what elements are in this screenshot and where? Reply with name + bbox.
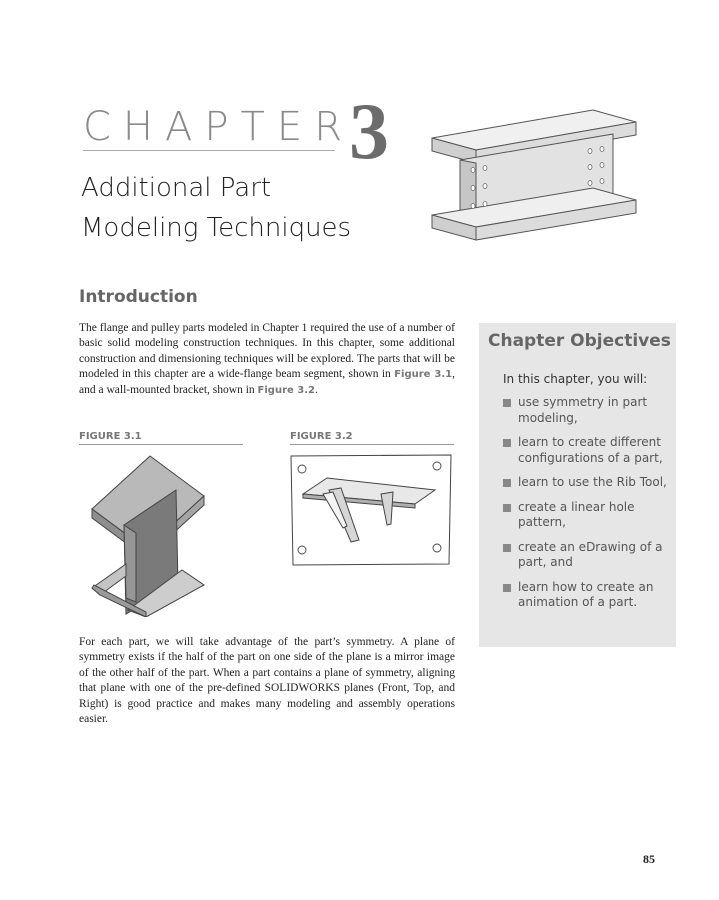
objectives-list xyxy=(503,395,673,620)
square-bullet-icon xyxy=(503,439,511,447)
objective-item: learn to use the Rib Tool, xyxy=(503,475,673,491)
square-bullet-icon xyxy=(503,399,511,407)
objective-item: create a linear hole pattern, xyxy=(503,500,673,531)
para1-text-b: , and a wall-mounted bracket, shown in xyxy=(79,368,456,396)
chapter-title-line2: Modeling Techniques xyxy=(81,213,352,243)
introduction-paragraph-2: For each part, we will take advantage of the part’s symmetry. A plane of symmetry exists if the half of the part on one side of the plane is a mirror image of the other half of the part. When a part contains a plane of symmetry, aligning that plane with one of the pre-defined SOLIDWORKS planes (Front, Top, and Right) is good practice and makes many modeling and assembly operations easier. xyxy=(79,636,455,726)
figure-3-1-beam-image xyxy=(86,452,226,617)
figure-3-2-reference[interactable]: Figure 3.2 xyxy=(257,384,315,396)
chapter-number: 3 xyxy=(349,88,389,176)
figure-3-1-reference[interactable]: Figure 3.1 xyxy=(394,369,453,381)
square-bullet-icon xyxy=(503,544,511,552)
figure-3-2-bracket-image xyxy=(289,452,453,567)
objective-item: learn to create different configurations of a part, xyxy=(503,435,673,466)
objectives-intro: In this chapter, you will: xyxy=(503,372,648,386)
figure-3-1-label: FIGURE 3.1 xyxy=(79,431,243,445)
objectives-heading: Chapter Objectives xyxy=(488,331,671,351)
para1-text-a: The flange and pulley parts modeled in Chapter 1 required the use of a number of basic solid modeling construction techniques. In this chapter, some additional construction and dimensioning techniques will be explored. The parts that will be modeled in this chapter are a wide-flange beam segment, shown in xyxy=(79,322,455,381)
chapter-label: CHAPTER xyxy=(83,104,354,150)
figure-3-2-label: FIGURE 3.2 xyxy=(290,431,454,445)
chapter-title xyxy=(81,168,351,248)
square-bullet-icon xyxy=(503,504,511,512)
chapter-title-line1: Additional Part xyxy=(81,173,272,203)
square-bullet-icon xyxy=(503,479,511,487)
introduction-paragraph-1 xyxy=(79,321,455,398)
objective-item: learn how to create an animation of a part. xyxy=(503,580,673,611)
para1-text-c: . xyxy=(314,383,318,396)
chapter-objectives-box xyxy=(479,323,676,647)
chapter-rule xyxy=(83,150,335,151)
beam-hero-illustration xyxy=(428,100,643,250)
objective-item: create an eDrawing of a part, and xyxy=(503,540,673,571)
objective-item: use symmetry in part modeling, xyxy=(503,395,673,426)
introduction-heading: Introduction xyxy=(79,287,198,307)
page-number: 85 xyxy=(643,852,655,866)
square-bullet-icon xyxy=(503,584,511,592)
